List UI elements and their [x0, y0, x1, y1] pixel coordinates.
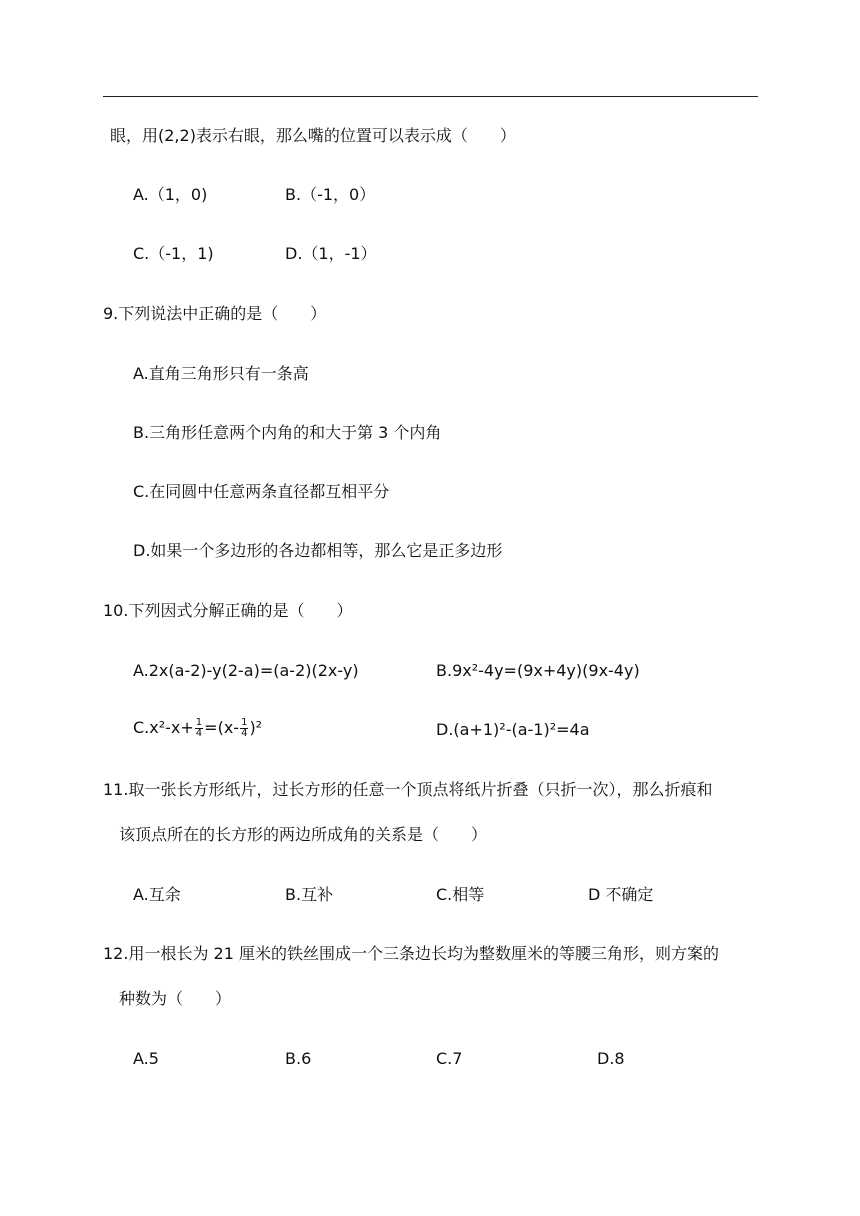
q9-option-d: D.如果一个多边形的各边都相等，那么它是正多边形 [133, 541, 503, 560]
q12-option-a: A.5 [133, 1049, 159, 1068]
q10-option-c-pre: C.x²-x+ [133, 718, 194, 737]
q9-option-a: A.直角三角形只有一条高 [133, 364, 309, 383]
fraction-numerator: 1 [241, 717, 248, 728]
q11-option-d: D 不确定 [588, 885, 654, 904]
q10-option-c-post: )² [249, 718, 263, 737]
q9-stem: 9.下列说法中正确的是（ ） [103, 304, 327, 323]
fraction-denominator: 4 [195, 728, 203, 739]
q11-option-a: A.互余 [133, 885, 181, 904]
q8-option-c: C.（-1，1) [133, 244, 214, 263]
q10-option-a: A.2x(a-2)-y(2-a)=(a-2)(2x-y) [133, 661, 359, 680]
q10-option-c [133, 717, 262, 739]
q12-stem-line1: 12.用一根长为 21 厘米的铁丝围成一个三条边长均为整数厘米的等腰三角形，则方案的 [103, 944, 719, 963]
q8-option-a: A.（1，0) [133, 185, 208, 204]
q8-stem: 眼，用(2,2)表示右眼，那么嘴的位置可以表示成（ ） [110, 126, 516, 145]
q12-option-c: C.7 [436, 1049, 463, 1068]
q9-option-c: C.在同圆中任意两条直径都互相平分 [133, 482, 390, 501]
q12-stem-line2: 种数为（ ） [119, 989, 232, 1008]
q8-option-d: D.（1，-1） [285, 244, 377, 263]
q12-option-d: D.8 [597, 1049, 625, 1068]
q10-stem: 10.下列因式分解正确的是（ ） [103, 601, 353, 620]
header-rule [103, 96, 758, 97]
fraction [240, 718, 248, 739]
q11-stem-line1: 11.取一张长方形纸片，过长方形的任意一个顶点将纸片折叠（只折一次），那么折痕和 [103, 780, 713, 799]
q12-option-b: B.6 [285, 1049, 312, 1068]
q10-option-c-mid: =(x- [204, 718, 240, 737]
fraction-denominator: 4 [241, 728, 248, 739]
q11-option-b: B.互补 [285, 885, 334, 904]
q8-option-b: B.（-1，0） [285, 185, 376, 204]
fraction [195, 718, 203, 739]
q11-option-c: C.相等 [436, 885, 485, 904]
q11-stem-line2: 该顶点所在的长方形的两边所成角的关系是（ ） [119, 825, 488, 844]
fraction-numerator: 1 [195, 717, 203, 728]
q10-option-d: D.(a+1)²-(a-1)²=4a [436, 720, 590, 739]
q10-option-b: B.9x²-4y=(9x+4y)(9x-4y) [436, 661, 640, 680]
q9-option-b: B.三角形任意两个内角的和大于第 3 个内角 [133, 423, 442, 442]
